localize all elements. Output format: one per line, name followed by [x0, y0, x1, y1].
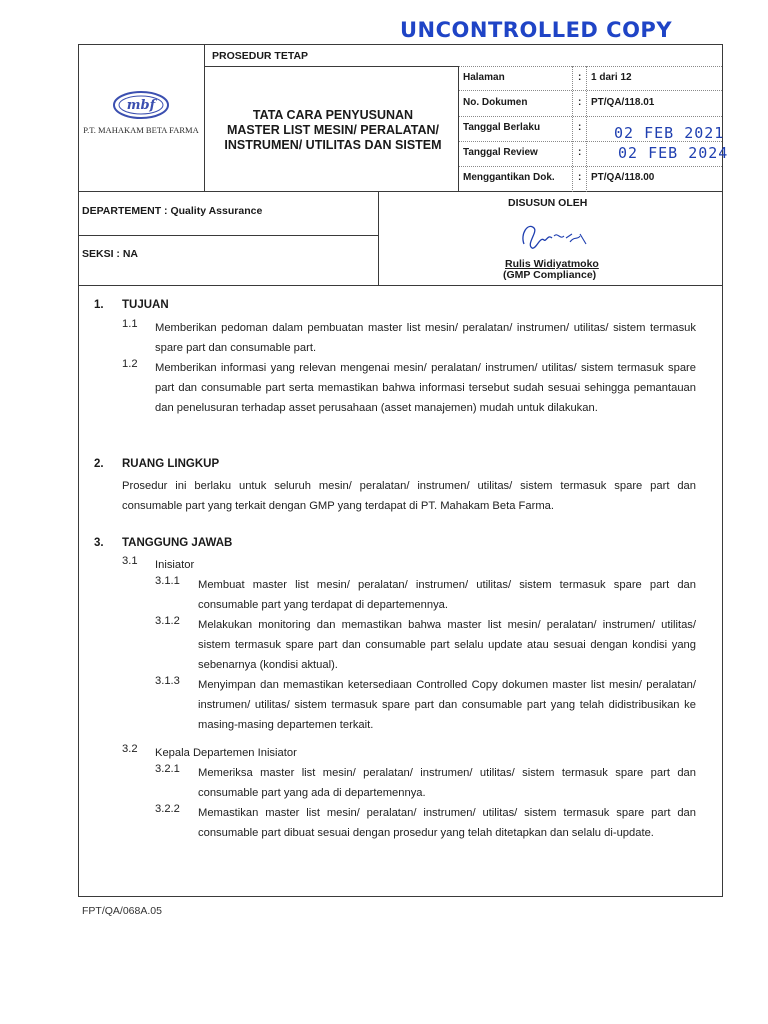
info-row-line — [459, 90, 722, 91]
section-1-number: 1. — [94, 299, 104, 311]
title-line: MASTER LIST MESIN/ PERALATAN/ — [226, 123, 440, 137]
mbf-logo-icon — [112, 90, 170, 120]
item-number: 1.1 — [122, 318, 138, 330]
frame-mid — [78, 191, 723, 192]
info-row-line — [459, 66, 722, 67]
signer-name: Rulis Widiyatmoko — [505, 258, 599, 270]
prosedur-label: PROSEDUR TETAP — [212, 50, 309, 62]
item-text: Memberikan pedoman dalam pembuatan master list mesin/ peralatan/ instrumen/ utilitas/ sistem termasuk spare part dan consumable part. — [155, 322, 696, 354]
frame-prosedur-divider — [204, 66, 458, 67]
frame-seksi-divider — [78, 235, 378, 236]
info-value-halaman: 1 dari 12 — [591, 72, 632, 83]
section-3-title: TANGGUNG JAWAB — [122, 537, 233, 549]
section-1-title: TUJUAN — [122, 299, 169, 311]
signer-role: (GMP Compliance) — [503, 269, 597, 281]
item-text: Melakukan monitoring dan memastikan bahwa master list mesin/ peralatan/ instrumen/ utilitas/ sistem termasuk spare part dan consumable part selalu update atau sesuai dengan kondisi yang sebenarnya (kondisi aktual). — [198, 619, 696, 671]
info-value-menggantikan: PT/QA/118.00 — [591, 172, 655, 183]
company-logo-area — [78, 45, 204, 190]
item-text: Memastikan master list mesin/ peralatan/ instrumen/ utilitas/ sistem termasuk spare part dan consumable part dibuat sesuai dengan prosedur yang telah ditetapkan dan selalu di-update. — [198, 807, 696, 839]
item-number: 3.1.1 — [155, 575, 180, 587]
item-text: Kepala Departemen Inisiator — [155, 747, 297, 759]
info-label-halaman: Halaman — [463, 72, 505, 83]
info-colon: : — [578, 147, 582, 158]
item-text: Memeriksa master list mesin/ peralatan/ instrumen/ utilitas/ sistem termasuk spare part dan consumable part yang ada di departemennya. — [198, 767, 696, 799]
section-2-number: 2. — [94, 458, 104, 470]
info-label-tanggal-berlaku: Tanggal Berlaku — [463, 122, 541, 133]
item-text: Inisiator — [155, 559, 195, 571]
frame-right — [722, 44, 723, 286]
title-line: INSTRUMEN/ UTILITAS DAN SISTEM — [224, 138, 442, 152]
body-frame-right — [722, 285, 723, 897]
info-colon: : — [578, 172, 582, 183]
disusun-oleh-label: DISUSUN OLEH — [508, 197, 588, 209]
info-row-line — [459, 166, 722, 167]
body-frame-left — [78, 285, 79, 897]
info-colon: : — [578, 72, 582, 83]
item-number: 3.2.2 — [155, 803, 180, 815]
info-col-line — [586, 66, 587, 192]
info-row-line — [459, 116, 722, 117]
item-number: 3.1.3 — [155, 675, 180, 687]
section-3-number: 3. — [94, 537, 104, 549]
company-name: P.T. MAHAKAM BETA FARMA — [83, 125, 199, 135]
section-2-text: Prosedur ini berlaku untuk seluruh mesin/ peralatan/ instrumen/ utilitas/ sistem termasuk spare part dan consumable part yang terkait dengan GMP yang terdapat di PT. Mahakam Beta Farma. — [122, 480, 696, 512]
info-colon: : — [578, 122, 582, 133]
info-value-tanggal-berlaku: 02 FEB 2021 — [614, 124, 725, 142]
item-number: 3.2.1 — [155, 763, 180, 775]
info-label-menggantikan: Menggantikan Dok. — [463, 172, 555, 183]
item-number: 3.1 — [122, 555, 138, 567]
frame-dept-divider — [378, 191, 379, 286]
section-2-title: RUANG LINGKUP — [122, 458, 220, 470]
seksi-label: SEKSI : NA — [82, 248, 139, 260]
item-number: 3.1.2 — [155, 615, 180, 627]
item-text: Menyimpan dan memastikan ketersediaan Controlled Copy dokumen master list mesin/ peralatan/ instrumen/ utilitas/ sistem termasuk spare part dan consumable part yang telah didistribusikan ke masing-masing departemen terkait. — [198, 679, 696, 731]
body-frame-bottom — [78, 896, 723, 897]
frame-bottom — [78, 285, 723, 286]
info-label-no-dokumen: No. Dokumen — [463, 97, 528, 108]
info-col-line — [572, 66, 573, 192]
item-number: 1.2 — [122, 358, 138, 370]
info-value-no-dokumen: PT/QA/118.01 — [591, 97, 655, 108]
item-text: Membuat master list mesin/ peralatan/ instrumen/ utilitas/ sistem termasuk spare part dan consumable part yang terdapat di departemennya. — [198, 579, 696, 611]
form-code: FPT/QA/068A.05 — [82, 905, 162, 917]
item-text: Memberikan informasi yang relevan mengenai mesin/ peralatan/ instrumen/ utilitas/ sistem termasuk spare part dan consumable part serta memastikan bahwa informasi tersebut sudah sesuai sehingga pemantauan dan penelusuran terhadap asset perusahaan (asset manajemen) mudah untuk dilakukan. — [155, 362, 696, 414]
svg-text:mbf: mbf — [126, 98, 156, 113]
info-value-tanggal-review: 02 FEB 2024 — [618, 144, 729, 162]
signature-icon — [514, 214, 594, 258]
uncontrolled-copy-stamp: UNCONTROLLED COPY — [400, 18, 673, 42]
info-colon: : — [578, 97, 582, 108]
title-line: TATA CARA PENYUSUNAN — [252, 108, 414, 122]
info-label-tanggal-review: Tanggal Review — [463, 147, 538, 158]
document-title — [206, 108, 460, 153]
departement-label: DEPARTEMENT : Quality Assurance — [82, 205, 263, 217]
item-number: 3.2 — [122, 743, 138, 755]
